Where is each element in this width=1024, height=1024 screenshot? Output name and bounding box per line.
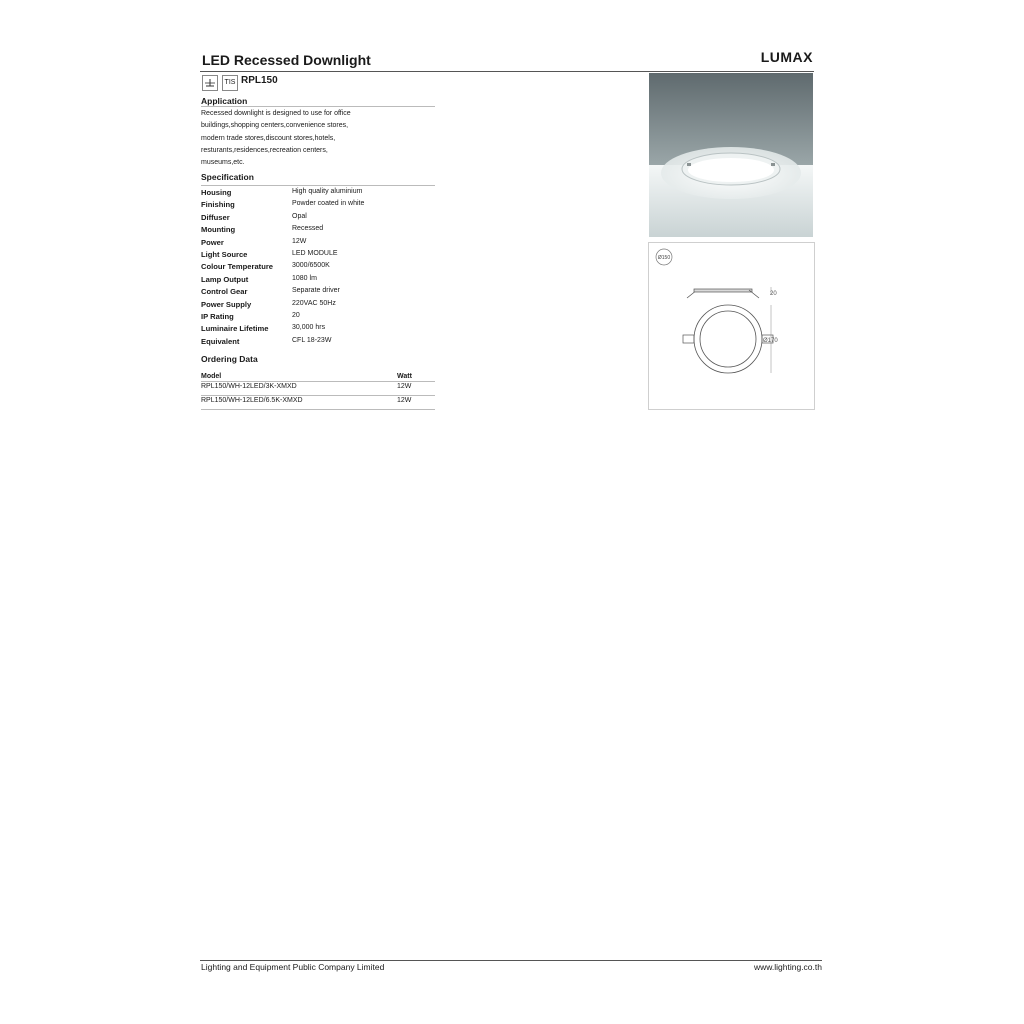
footer-website: www.lighting.co.th xyxy=(753,962,822,972)
application-rule xyxy=(201,106,435,107)
spec-row xyxy=(201,312,437,324)
ordering-heading: Ordering Data xyxy=(201,354,258,364)
spec-row xyxy=(201,200,437,212)
diameter-label: Ø170 xyxy=(763,338,778,344)
tis-certification-icon: TIS xyxy=(222,75,238,91)
spec-value: High quality aluminium xyxy=(292,188,363,195)
spec-row xyxy=(201,262,437,274)
spec-label: Equivalent xyxy=(201,336,240,346)
ordering-col-watt: Watt xyxy=(397,373,412,380)
technical-drawing xyxy=(648,242,815,410)
spec-value: 12W xyxy=(292,237,307,245)
spec-value: Powder coated in white xyxy=(292,200,365,208)
ordering-model: RPL150/WH-12LED/3K-XMXD xyxy=(201,383,297,390)
page-title: LED Recessed Downlight xyxy=(202,52,371,68)
footer-divider xyxy=(200,960,822,961)
spec-value: 30,000 hrs xyxy=(292,324,326,332)
application-line: Recessed downlight is designed to use for office xyxy=(201,110,351,117)
ordering-header-row xyxy=(201,373,435,380)
table-row xyxy=(201,383,435,390)
spec-row xyxy=(201,324,437,336)
spec-label: Luminaire Lifetime xyxy=(201,324,269,334)
table-row xyxy=(201,397,435,404)
spec-row xyxy=(201,225,437,237)
spec-label: Lamp Output xyxy=(201,274,249,284)
application-line: modern trade stores,discount stores,hotels, xyxy=(201,134,336,142)
spec-label: Power xyxy=(201,237,224,247)
height-label: 20 xyxy=(770,291,777,297)
spec-value: 1080 lm xyxy=(292,274,317,282)
spec-value: 3000/6500K xyxy=(292,262,330,270)
spec-label: Control Gear xyxy=(201,287,248,297)
spec-row xyxy=(201,213,437,225)
specification-heading: Specification xyxy=(201,172,254,182)
spec-label: IP Rating xyxy=(201,312,234,321)
product-photo xyxy=(649,73,813,237)
ordering-watt: 12W xyxy=(397,383,412,390)
spec-value: CFL 18-23W xyxy=(292,336,332,344)
ordering-model: RPL150/WH-12LED/6.5K-XMXD xyxy=(201,397,303,404)
spec-row xyxy=(201,238,437,250)
spec-label: Mounting xyxy=(201,225,236,235)
spec-label: Finishing xyxy=(201,200,235,210)
spec-row xyxy=(201,250,437,262)
class-iii-ground-icon xyxy=(202,75,218,91)
specification-rule xyxy=(201,185,435,186)
spec-value: 220VAC 50Hz xyxy=(292,299,336,307)
spec-value: Separate driver xyxy=(292,287,340,295)
application-line: buildings,shopping centers,convenience stores, xyxy=(201,122,349,130)
spec-row xyxy=(201,287,437,299)
spec-row xyxy=(201,275,437,287)
application-text xyxy=(201,108,437,169)
ordering-watt: 12W xyxy=(397,397,412,404)
ordering-col-model: Model xyxy=(201,373,222,380)
spec-label: Diffuser xyxy=(201,212,230,222)
brand-logo: LUMAX xyxy=(760,49,813,65)
spec-label: Colour Temperature xyxy=(201,262,274,272)
header-divider xyxy=(200,71,814,72)
application-line: resturants,residences,recreation centers, xyxy=(201,146,328,154)
spec-row xyxy=(201,188,437,200)
cutout-label: Ø150 xyxy=(657,255,671,261)
spec-row xyxy=(201,300,437,312)
spec-value: Opal xyxy=(292,212,307,220)
spec-label: Light Source xyxy=(201,250,248,259)
spec-row xyxy=(201,337,437,349)
ordering-rule xyxy=(201,381,435,382)
application-heading: Application xyxy=(201,96,248,106)
spec-value: Recessed xyxy=(292,225,324,233)
ordering-rule xyxy=(201,409,435,410)
spec-value: 20 xyxy=(292,312,300,319)
ordering-rule xyxy=(201,395,435,396)
application-line: museums,etc. xyxy=(201,159,245,167)
footer-company: Lighting and Equipment Public Company Limited xyxy=(201,962,385,972)
spec-value: LED MODULE xyxy=(292,250,338,257)
spec-label: Housing xyxy=(201,188,232,197)
model-code: RPL150 xyxy=(241,75,278,86)
spec-label: Power Supply xyxy=(201,299,252,309)
